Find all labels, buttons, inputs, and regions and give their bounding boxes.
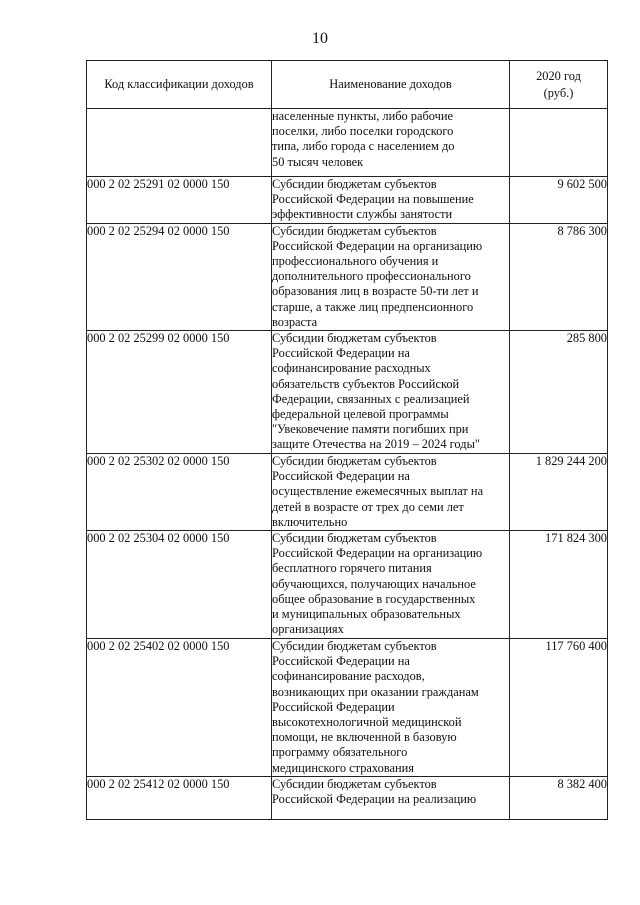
table-row — [87, 454, 608, 531]
income-name-cell — [272, 109, 510, 177]
income-name-line: Федерации, связанных с реализацией — [272, 391, 470, 406]
income-name-line: Российской Федерации на реализацию — [272, 792, 477, 807]
table-row — [87, 777, 608, 820]
amount-cell — [510, 109, 608, 177]
income-name-line: Субсидии бюджетам субъектов — [272, 223, 437, 238]
income-name-cell — [272, 639, 510, 777]
income-name-cell — [272, 331, 510, 454]
income-name-line: "Увековечение памяти погибших при — [272, 422, 469, 437]
income-name-line: Российской Федерации — [272, 699, 395, 714]
income-name-cell — [272, 454, 510, 531]
income-name-line: защите Отечества на 2019 – 2024 годы" — [272, 437, 480, 452]
table-row — [87, 531, 608, 639]
income-code-cell: 000 2 02 25299 02 0000 150 — [87, 331, 272, 454]
income-name-line: высокотехнологичной медицинской — [272, 715, 462, 730]
income-name-line: софинансирование расходных — [272, 361, 431, 376]
income-name-line: программу обязательного — [272, 745, 408, 760]
header-amount — [510, 61, 608, 109]
income-name-line: населенные пункты, либо рабочие — [272, 109, 454, 123]
income-name-line: Субсидии бюджетам субъектов — [272, 531, 437, 546]
income-name-line: Субсидии бюджетам субъектов — [272, 177, 437, 191]
income-name-line: образования лиц в возрасте 50-ти лет и — [272, 284, 479, 299]
table-row — [87, 109, 608, 177]
income-name-cell — [272, 223, 510, 330]
income-name-line: профессионального обучения и — [272, 254, 439, 269]
income-name-line: Российской Федерации на — [272, 654, 410, 669]
income-name-line: осуществление ежемесячных выплат на — [272, 484, 484, 499]
income-name-cell — [272, 777, 510, 820]
income-name-line: федеральной целевой программы — [272, 407, 449, 422]
header-code: Код классификации доходов — [87, 61, 272, 109]
income-name-line: общее образование в государственных — [272, 591, 476, 606]
income-code-cell: 000 2 02 25291 02 0000 150 — [87, 177, 272, 224]
income-name-line: и муниципальных образовательных — [272, 607, 461, 622]
amount-cell: 171 824 300 — [510, 531, 608, 639]
income-name-cell — [272, 531, 510, 639]
income-name-cell — [272, 177, 510, 224]
table-header-row — [87, 61, 608, 109]
income-name-line: детей в возрасте от трех до семи лет — [272, 499, 464, 514]
income-name-line: поселки, либо поселки городского — [272, 124, 454, 139]
table-row — [87, 223, 608, 330]
income-name-line: организациях — [272, 622, 344, 637]
income-name-line: Субсидии бюджетам субъектов — [272, 777, 437, 792]
income-code-cell: 000 2 02 25402 02 0000 150 — [87, 639, 272, 777]
income-name-line: типа, либо города с населением до — [272, 139, 455, 154]
income-code-cell: 000 2 02 25294 02 0000 150 — [87, 223, 272, 330]
income-name-line: Российской Федерации на — [272, 469, 410, 484]
income-name-line: медицинского страхования — [272, 760, 414, 775]
income-code-cell: 000 2 02 25412 02 0000 150 — [87, 777, 272, 820]
amount-cell: 117 760 400 — [510, 639, 608, 777]
income-name-line: эффективности службы занятости — [272, 207, 453, 222]
income-name-line: обязательств субъектов Российской — [272, 376, 460, 391]
income-name-line: Субсидии бюджетам субъектов — [272, 454, 437, 469]
amount-cell: 9 602 500 — [510, 177, 608, 224]
income-name-line: бесплатного горячего питания — [272, 561, 432, 576]
income-name-line: возраста — [272, 314, 318, 329]
income-name-line: возникающих при оказании гражданам — [272, 684, 479, 699]
income-code-cell: 000 2 02 25304 02 0000 150 — [87, 531, 272, 639]
income-name-line: Субсидии бюджетам субъектов — [272, 331, 437, 346]
income-name-line: Российской Федерации на организацию — [272, 238, 483, 253]
income-name-line: помощи, не включенной в базовую — [272, 730, 457, 745]
income-name-line: 50 тысяч человек — [272, 154, 364, 169]
income-name-line: включительно — [272, 514, 348, 529]
income-name-line: Российской Федерации на организацию — [272, 546, 483, 561]
amount-cell: 8 382 400 — [510, 777, 608, 820]
page-number: 10 — [312, 30, 328, 47]
table-row — [87, 639, 608, 777]
revenue-table — [86, 60, 608, 820]
income-name-line: софинансирование расходов, — [272, 669, 425, 684]
header-name: Наименование доходов — [272, 61, 510, 109]
income-name-line: обучающихся, получающих начальное — [272, 576, 476, 591]
income-name-line: Субсидии бюджетам субъектов — [272, 639, 437, 654]
income-name-line: старше, а также лиц предпенсионного — [272, 299, 474, 314]
income-code-cell: 000 2 02 25302 02 0000 150 — [87, 454, 272, 531]
table-row — [87, 331, 608, 454]
income-name-line: дополнительного профессионального — [272, 269, 471, 284]
table-row — [87, 177, 608, 224]
income-name-line: Российской Федерации на — [272, 346, 410, 361]
amount-cell: 285 800 — [510, 331, 608, 454]
amount-cell: 8 786 300 — [510, 223, 608, 330]
income-name-line: Российской Федерации на повышение — [272, 192, 474, 207]
income-code-cell — [87, 109, 272, 177]
amount-cell: 1 829 244 200 — [510, 454, 608, 531]
header-amount-text: 2020 год (руб.) — [536, 68, 581, 100]
